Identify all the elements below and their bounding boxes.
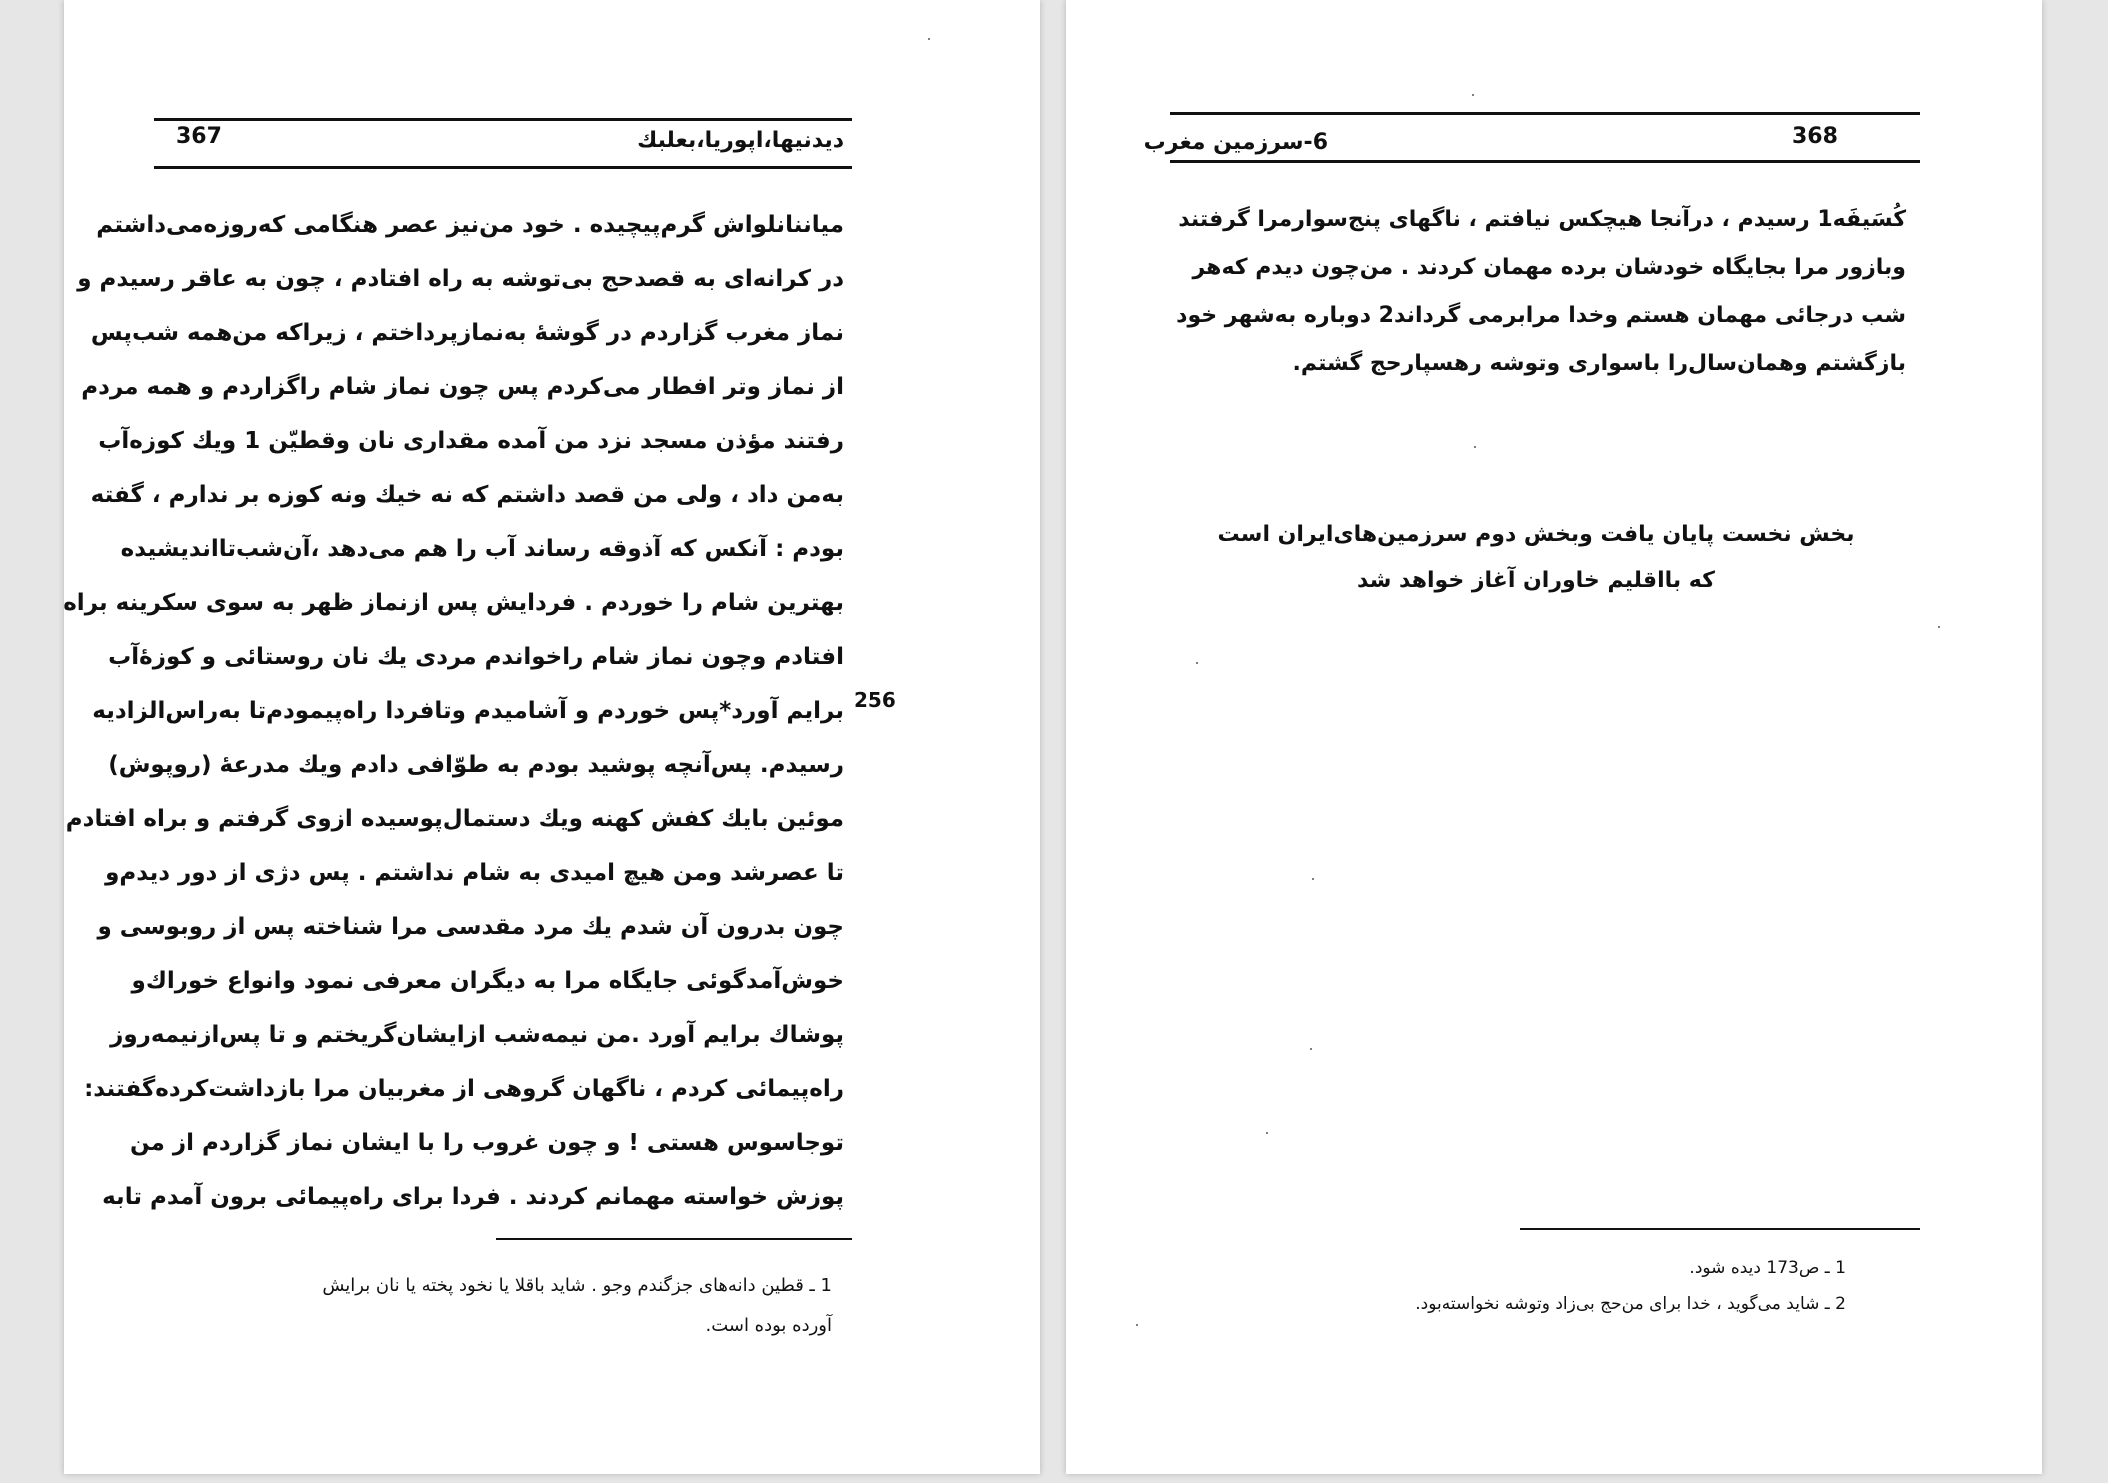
body-line: کُسَیفَه1 رسیدم ، درآنجا هیچکس نیافتم ، ناگهای پنج‌سوارمرا گرفتند [1178, 207, 1906, 232]
margin-page-reference: 256 [854, 688, 896, 712]
scan-speck [1136, 1324, 1138, 1326]
scan-speck [928, 38, 930, 40]
running-title: 6-سرزمین مغرب [1143, 130, 1328, 155]
footnotes [160, 1266, 832, 1346]
body-line: بودم : آنکس که آذوقه رساند آب را هم می‌دهد ،آن‌شب‌تااندیشیده [120, 536, 844, 562]
scan-speck [1474, 446, 1476, 448]
footnote-line: 1 ـ قطین دانه‌های جزگندم وجو . شاید باقلا یا نخود پخته یا نان برایش [322, 1275, 832, 1296]
scan-speck [1266, 1132, 1268, 1134]
running-title: دیدنیها،اپوریا،بعلبك [637, 128, 844, 153]
body-line: به‌من داد ، ولی من قصد داشتم که نه خیك ونه کوزه بر ندارم ، گفته [90, 482, 844, 508]
body-line: راه‌پیمائی کردم ، ناگهان گروهی از مغربیان مرا بازداشت‌کرده‌گفتند: [84, 1076, 844, 1102]
scan-speck [1472, 94, 1474, 96]
body-line: میاننانلواش گرم‌پیچیده . خود من‌نیز عصر هنگامی که‌روزه‌می‌داشتم [96, 212, 844, 238]
body-line: از نماز وتر افطار می‌کردم پس چون نماز شام راگزاردم و همه مردم [81, 374, 844, 400]
footnote-rule [496, 1238, 852, 1240]
body-line: توجاسوس هستی ! و چون غروب را با ایشان نماز گزاردم از من [129, 1130, 844, 1156]
page-number: 368 [1792, 124, 1838, 149]
header-bottom-rule [154, 166, 852, 169]
scan-speck [1196, 662, 1198, 664]
footnotes [1236, 1250, 1846, 1322]
right-page [1066, 0, 2042, 1474]
left-page [64, 0, 1040, 1474]
body-line: موئین بایك کفش کهنه ویك دستمال‌پوسیده ازوی گرفتم و براه افتادم [65, 806, 844, 832]
scan-speck [1312, 878, 1314, 880]
body-line: پوشاك برایم آورد .من نیمه‌شب ازایشان‌گریختم و تا پس‌ازنیمه‌روز [110, 1022, 844, 1048]
footnote-rule [1520, 1228, 1920, 1230]
body-line: در کرانه‌ای به قصدحج بی‌توشه به راه افتادم ، چون به عاقر رسیدم و [77, 266, 844, 292]
body-line: پوزش خواسته مهمانم کردند . فردا برای راه‌پیمائی برون آمدم تابه [102, 1184, 844, 1210]
page-number: 367 [176, 124, 222, 149]
footnote-line: آورده بوده است. [705, 1315, 832, 1336]
body-line: بازگشتم وهمان‌سال‌را باسواری وتوشه رهسپارحج گشتم. [1292, 351, 1906, 376]
header-top-rule [154, 118, 852, 121]
body-line: رفتند مؤذن مسجد نزد من آمده مقداری نان وقطیّن 1 ویك کوزه‌آب [98, 428, 844, 454]
closing-line: بخش نخست پایان یافت وبخش دوم سرزمین‌های‌ایران است [1217, 522, 1855, 547]
body-text [1176, 196, 1906, 388]
body-line: چون بدرون آن شدم یك مرد مقدسی مرا شناخته پس از روبوسی و [97, 914, 844, 940]
body-line: بهترین شام را خوردم . فردایش پس ازنماز ظهر به سوی سکرینه براه [63, 590, 844, 616]
body-line: خوش‌آمدگوئی جایگاه مرا به دیگران معرفی نمود وانواع خوراك‌و [131, 968, 844, 994]
scan-speck [1938, 626, 1940, 628]
footnote-line: 2 ـ شاید می‌گوید ، خدا برای من‌حج بی‌زاد وتوشه نخواسته‌بود. [1415, 1294, 1846, 1314]
body-line: برایم آورد*پس خوردم و آشامیدم وتافردا راه‌پیمودم‌تا به‌راس‌الزادیه [92, 698, 844, 724]
part-ending-note [1176, 512, 1896, 604]
header-top-rule [1170, 112, 1920, 115]
body-line: وبازور مرا بجایگاه خودشان برده مهمان کردند . من‌چون دیدم که‌هر [1192, 255, 1906, 280]
body-line: شب درجائی مهمان هستم وخدا مرابرمی گرداند2 دوباره به‌شهر خود [1176, 303, 1906, 328]
header-bottom-rule [1170, 160, 1920, 163]
body-line: نماز مغرب گزاردم در گوشهٔ به‌نمازپرداختم ، زیراکه من‌همه شب‌پس [90, 320, 844, 346]
scan-speck [1310, 1048, 1312, 1050]
closing-line: که بااقلیم خاوران آغاز خواهد شد [1357, 568, 1715, 593]
footnote-line: 1 ـ ص173 دیده شود. [1689, 1258, 1846, 1278]
body-line: افتادم وچون نماز شام راخواندم مردی یك نان روستائی و کوزهٔ‌آب [108, 644, 844, 670]
body-line: تا عصرشد ومن هیچ امیدی به شام نداشتم . پس دژی از دور دیدم‌و [105, 860, 844, 886]
body-text [63, 198, 844, 1224]
body-line: رسیدم. پس‌آنچه پوشید بودم به طوّافی دادم ویك مدرعهٔ (روپوش) [108, 752, 844, 778]
